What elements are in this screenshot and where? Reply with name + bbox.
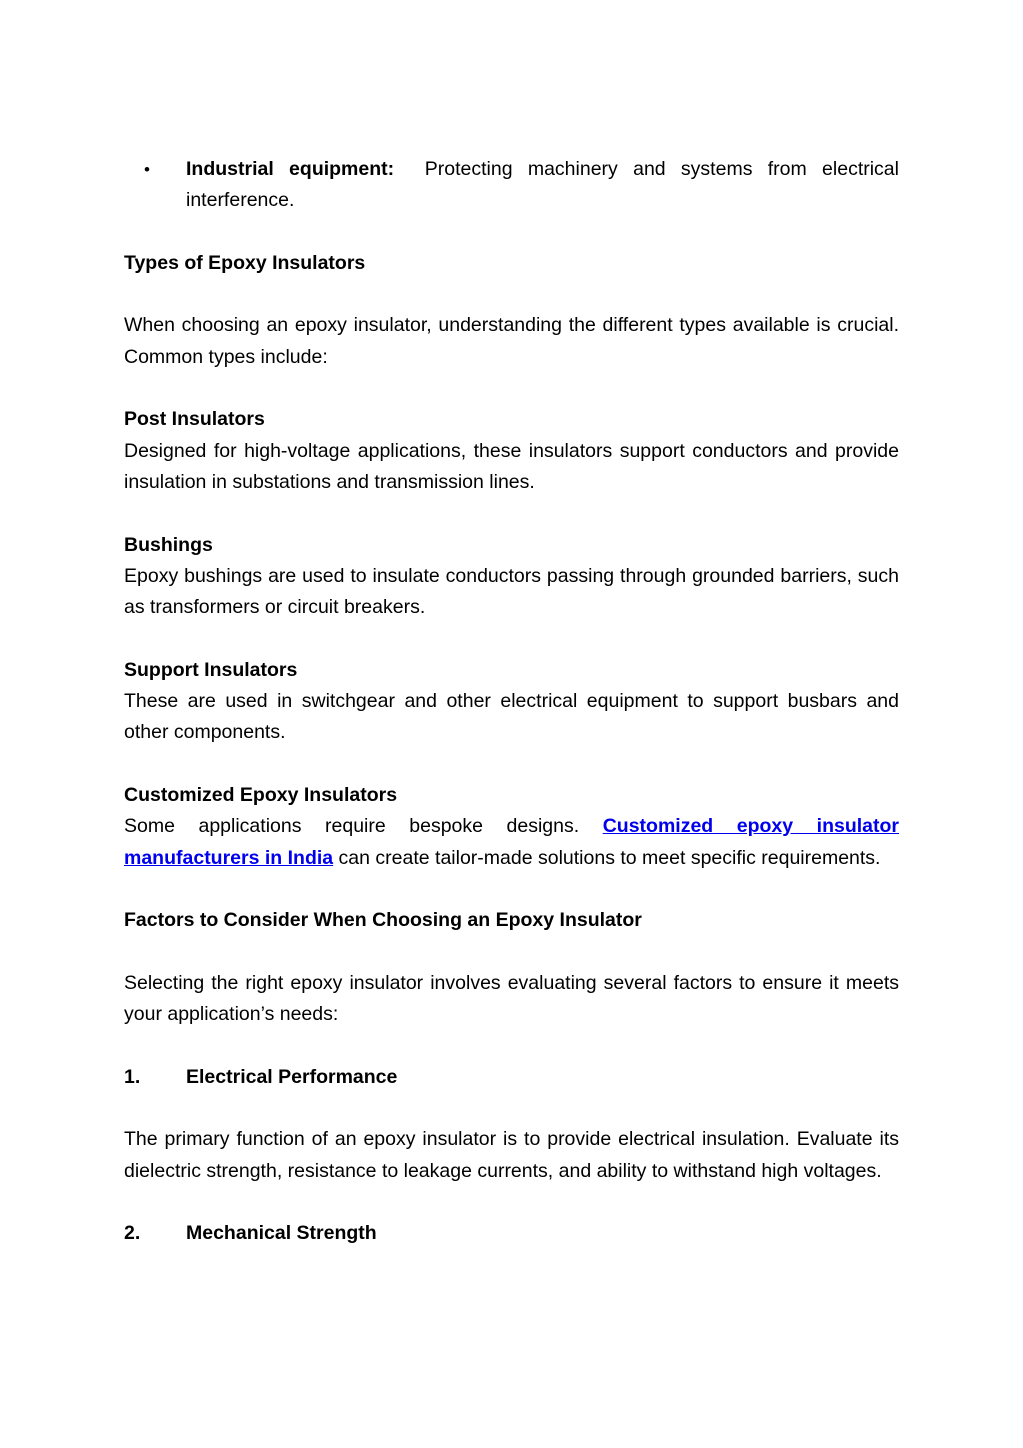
customized-text-before: Some applications require bespoke designs. xyxy=(124,815,603,838)
factor-title: Mechanical Strength xyxy=(186,1222,377,1245)
factor-number: 2. xyxy=(124,1222,141,1245)
bushings-text: Epoxy bushings are used to insulate conductors passing through grounded barriers, such as transformers or circuit breakers. xyxy=(124,564,899,619)
customized-text-after: can create tailor-made solutions to meet specific requirements. xyxy=(333,846,881,869)
bullet-icon: • xyxy=(144,160,150,179)
support-insulators-title: Support Insulators xyxy=(124,658,298,681)
support-insulators-text: These are used in switchgear and other electrical equipment to support busbars and other components. xyxy=(124,690,899,744)
heading-types: Types of Epoxy Insulators xyxy=(124,251,366,274)
post-insulators-title: Post Insulators xyxy=(124,408,265,431)
customized-insulators-text xyxy=(124,811,899,874)
types-intro: When choosing an epoxy insulator, understanding the different types available is crucial. Common types include: xyxy=(124,314,899,368)
factor-title: Electrical Performance xyxy=(186,1065,398,1088)
factor-heading-electrical-performance xyxy=(124,1062,899,1093)
heading-factors: Factors to Consider When Choosing an Epoxy Insulator xyxy=(124,909,642,932)
factors-intro: Selecting the right epoxy insulator involves evaluating several factors to ensure it meets your application’s needs: xyxy=(124,971,899,1026)
electrical-performance-text: The primary function of an epoxy insulator is to provide electrical insulation. Evaluate its dielectric strength, resistance to leakage currents, and ability to withstand high voltages. xyxy=(124,1128,899,1182)
document-page xyxy=(124,154,899,1249)
factor-heading-mechanical-strength xyxy=(124,1218,899,1249)
bullet-item-industrial-equipment xyxy=(124,154,899,217)
bullet-term: Industrial equipment: xyxy=(186,158,395,180)
bushings-title: Bushings xyxy=(124,533,213,556)
factor-number: 1. xyxy=(124,1065,141,1088)
bullet-text: Protecting machinery and systems from electrical interference. xyxy=(186,158,899,212)
post-insulators-text: Designed for high-voltage applications, these insulators support conductors and provide insulation in substations and transmission lines. xyxy=(124,439,899,493)
manufacturers-india-link[interactable]: Customized epoxy insulator manufacturers in India xyxy=(124,815,899,869)
customized-insulators-title: Customized Epoxy Insulators xyxy=(124,783,398,806)
